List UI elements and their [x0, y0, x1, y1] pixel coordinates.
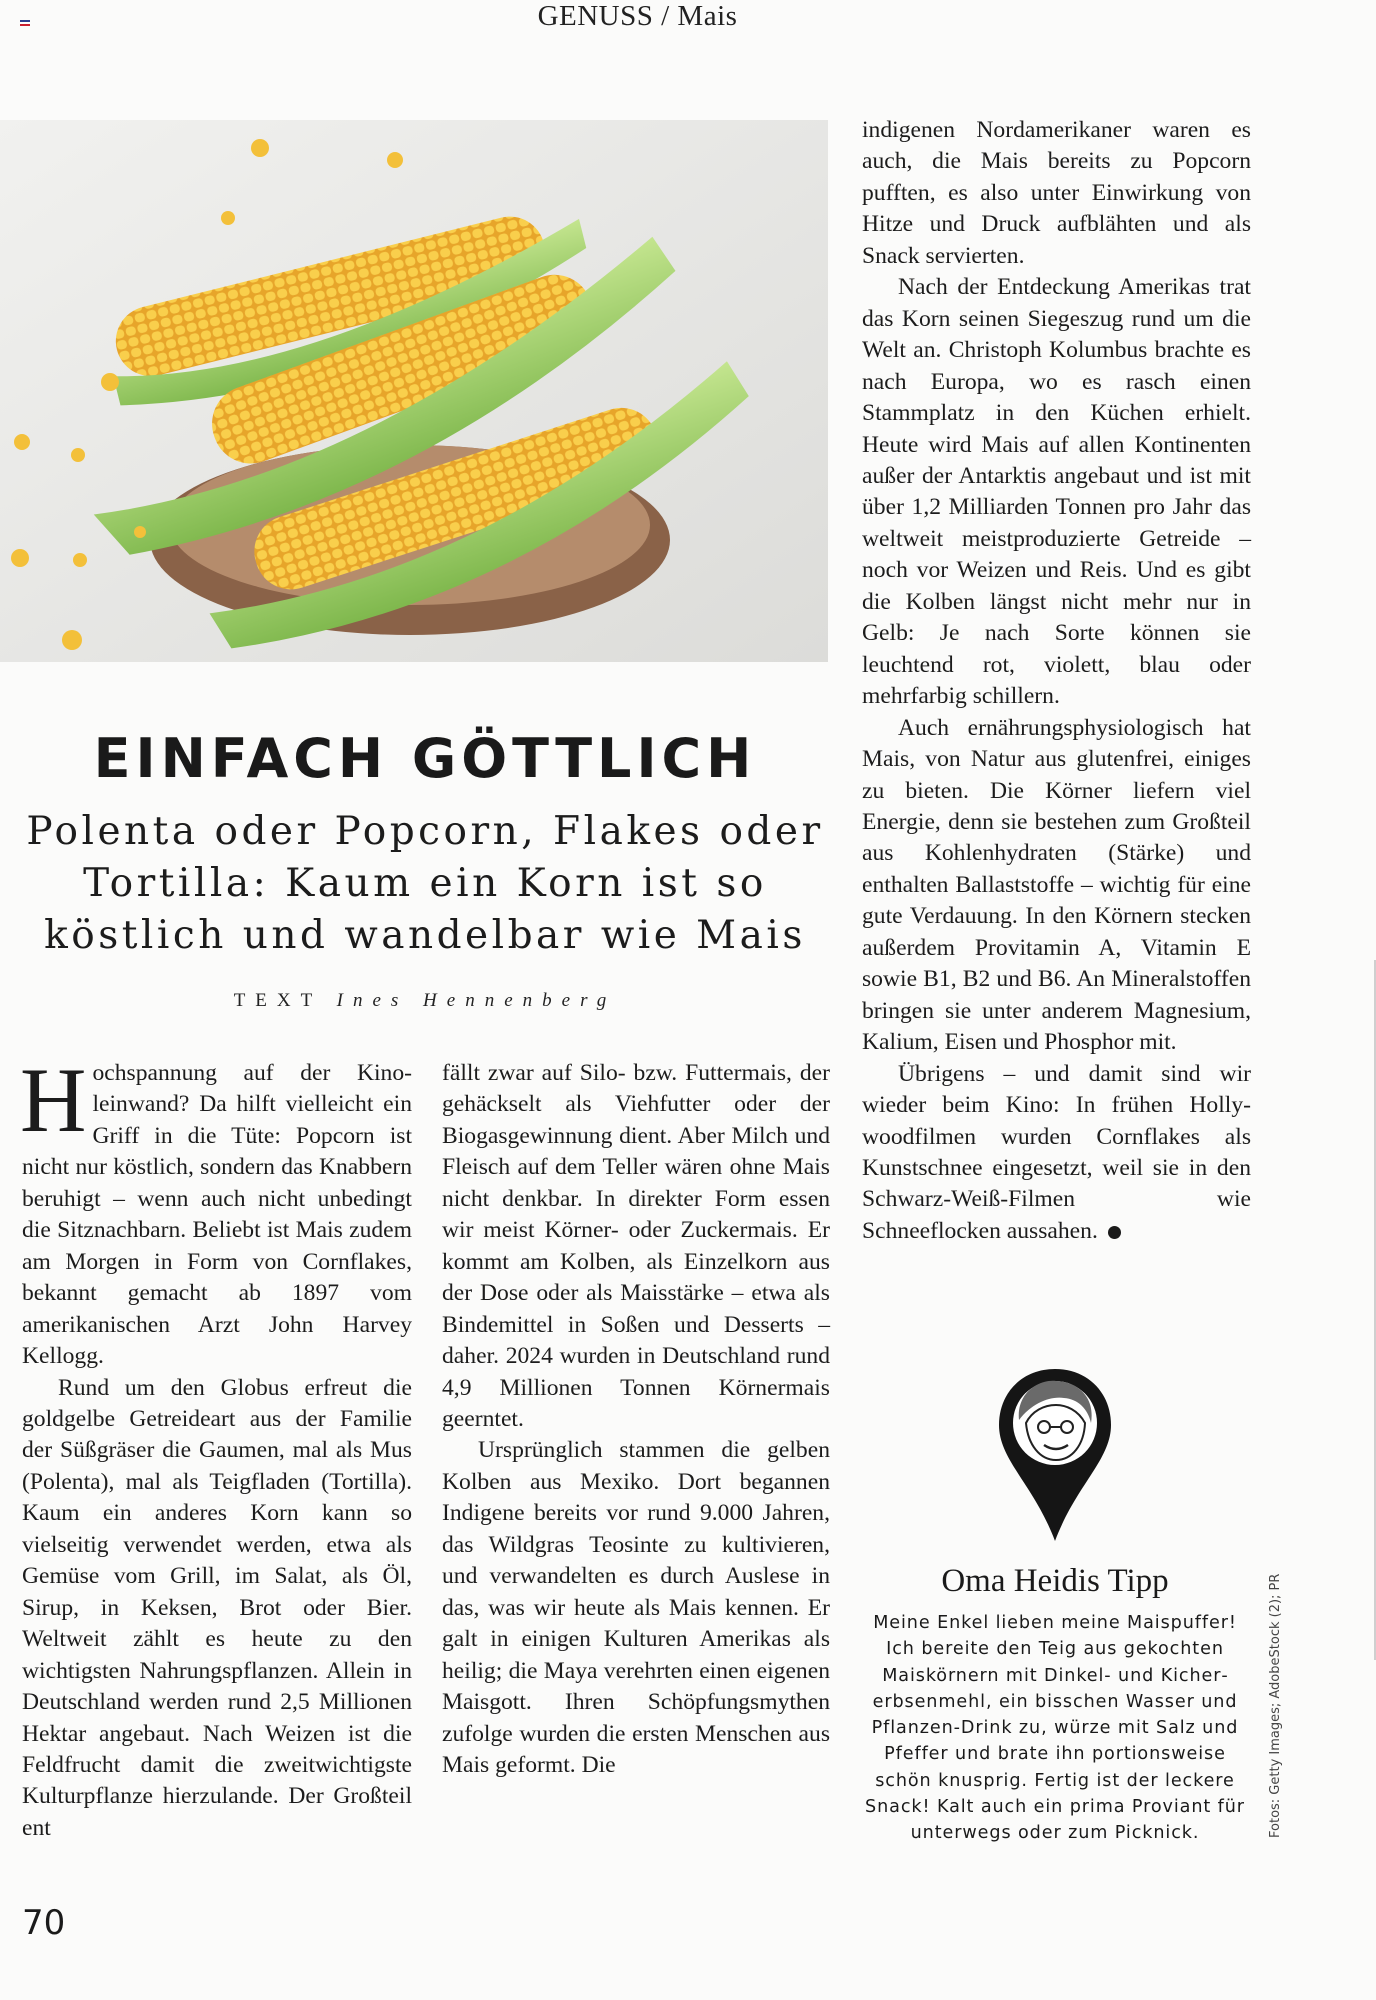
- article-paragraph: indigenen Nordamerikaner waren es auch, die Mais bereits zu Popcorn pufften, es also unter Einwirkung von Hitze und Druck aufblähten und als Snack servierten.: [862, 117, 1251, 269]
- article-paragraph: Auch ernährungsphysiologisch hat Mais, von Natur aus glutenfrei, einiges zu bieten. Die Körner liefern viel Energie, denn sie bestehen zum Großteil aus Kohlenhydraten (Stärke) und enthalten Ballaststoffe – wichtig für eine gute Verdauung. In den Körnern stecken außerdem Provitamin A, Vitamin E sowie B1, B2 und B6. An Mineralstoffen bringen sie unter anderem Magnesium, Kalium, Eisen und Phosphor mit.: [862, 714, 1251, 1056]
- byline: [0, 990, 850, 1012]
- byline-author: Ines Hennenberg: [336, 990, 617, 1011]
- grandma-location-pin-icon: [994, 1365, 1116, 1545]
- tip-text: Meine Enkel lieben meine Maispuffer! Ich bereite den Teig aus gekochten Maiskörnern mit Dinkel- und Kichererbsenmehl, ein bisschen Wasser und Pflanzen-Drink zu, würze mit Salz und Pfeffer und brate ihn portionsweise schön knusprig. Fertig ist der leckere Snack! Kalt auch ein prima Proviant für unterwegs oder zum Picknick.: [865, 1613, 1245, 1844]
- article-paragraph: [862, 1059, 1251, 1248]
- article-headline: EINFACH GÖTTLICH: [93, 727, 757, 790]
- article-deck: Polenta oder Popcorn, Flakes oder Tortilla: Kaum ein Korn ist so köstlich und wandelbar wie Mais: [26, 809, 824, 958]
- end-mark-icon: [1108, 1226, 1121, 1239]
- corn-photo: [0, 120, 828, 662]
- section-kicker: GENUSS / Mais: [537, 0, 738, 32]
- drop-cap: H: [20, 1049, 87, 1151]
- article-paragraph: Rund um den Globus erfreut die goldgelbe Getreideart aus der Familie der Süßgräser die Gaumen, mal als Mus (Polenta), mal als Teigfladen (Tortilla). Kaum ein anderes Korn kann so vielseitig verwendet werden, etwa als Gemüse vom Grill, im Salat, als Öl, Sirup, in Keksen, Brot oder Bier. Weltweit zählt es heute zu den wichtigsten Nahrungspflanzen. Allein in Deutschland werden rund 2,5 Millionen Hektar angebaut. Nach Weizen ist die Feldfrucht damit die zweitwichtigste Kulturpflanze hierzulande. Der Großteil ent: [22, 1374, 412, 1841]
- byline-label: TEXT: [233, 990, 322, 1011]
- article-column-1: [20, 1049, 412, 1844]
- article-column-3: [862, 115, 1251, 1247]
- tip-title: Oma Heidis Tipp: [941, 1563, 1169, 1599]
- paragraph-text: Übrigens – und damit sind wir wieder beim Kino: In frühen Hollywoodfilmen wurden Cornflakes als Kunstschnee eingesetzt, weil sie in den Schwarz-Weiß-Filmen wie Schneeflocken aussahen.: [862, 1060, 1251, 1244]
- article-paragraph: Nach der Entdeckung Amerikas trat das Korn seinen Siegeszug rund um die Welt an. Christoph Kolumbus brachte es nach Europa, wo es rasch einen Stammplatz in den Küchen erhielt. Heute wird Mais auf allen Kontinenten außer der Antarktis angebaut und ist mit über 1,2 Milliarden Tonnen pro Jahr das weltweit meistproduzierte Getreide – noch vor Weizen und Reis. Und es gibt die Kolben längst nicht mehr nur in Gelb: Je nach Sorte können sie leuchtend rot, violett, blau oder mehrfarbig schillern.: [862, 274, 1251, 710]
- article-paragraph: fällt zwar auf Silo- bzw. Futtermais, der gehäckselt als Viehfutter oder der Biogasgewinnung dient. Aber Milch und Fleisch auf dem Teller wären ohne Mais nicht denkbar. In direkter Form essen wir meist Körner- oder Zuckermais. Er kommt am Kolben, als Einzelkorn aus der Dose oder als Maisstärke – etwa als Bindemittel in Soßen und Desserts – daher. 2024 wurden in Deutschland rund 4,9 Millionen Tonnen Körnermais geerntet.: [442, 1060, 830, 1432]
- article-column-2: [442, 1058, 830, 1781]
- article-paragraph: [20, 1049, 412, 1373]
- page-number: 70: [22, 1903, 66, 1943]
- paragraph-text: ochspannung auf der Kinoleinwand? Da hilft vielleicht ein Griff in die Tüte: Popcorn ist nicht nur köstlich, sondern das Knabbern beruhigt – wenn auch nicht unbedingt die Sitznachbarn. Beliebt ist Mais zudem am Morgen in Form von Cornflakes, bekannt gemacht ab 1897 vom amerikanischen Arzt John Harvey Kellogg.: [22, 1060, 412, 1370]
- article-paragraph: Ursprünglich stammen die gelben Kolben aus Mexiko. Dort begannen Indigene bereits vor rund 9.000 Jahren, das Wildgras Teosinte zu kultivieren, und verwandelten es durch Auslese in das, was wir heute als Mais kennen. Er galt in einigen Kulturen Amerikas als heilig; die Maya verehrten einen eigenen Maisgott. Ihren Schöpfungsmythen zufolge wurden die ersten Menschen aus Mais geformt. Die: [442, 1437, 830, 1778]
- photo-credit: Fotos: Getty Images; AdobeStock (2); PR: [1268, 1573, 1283, 1838]
